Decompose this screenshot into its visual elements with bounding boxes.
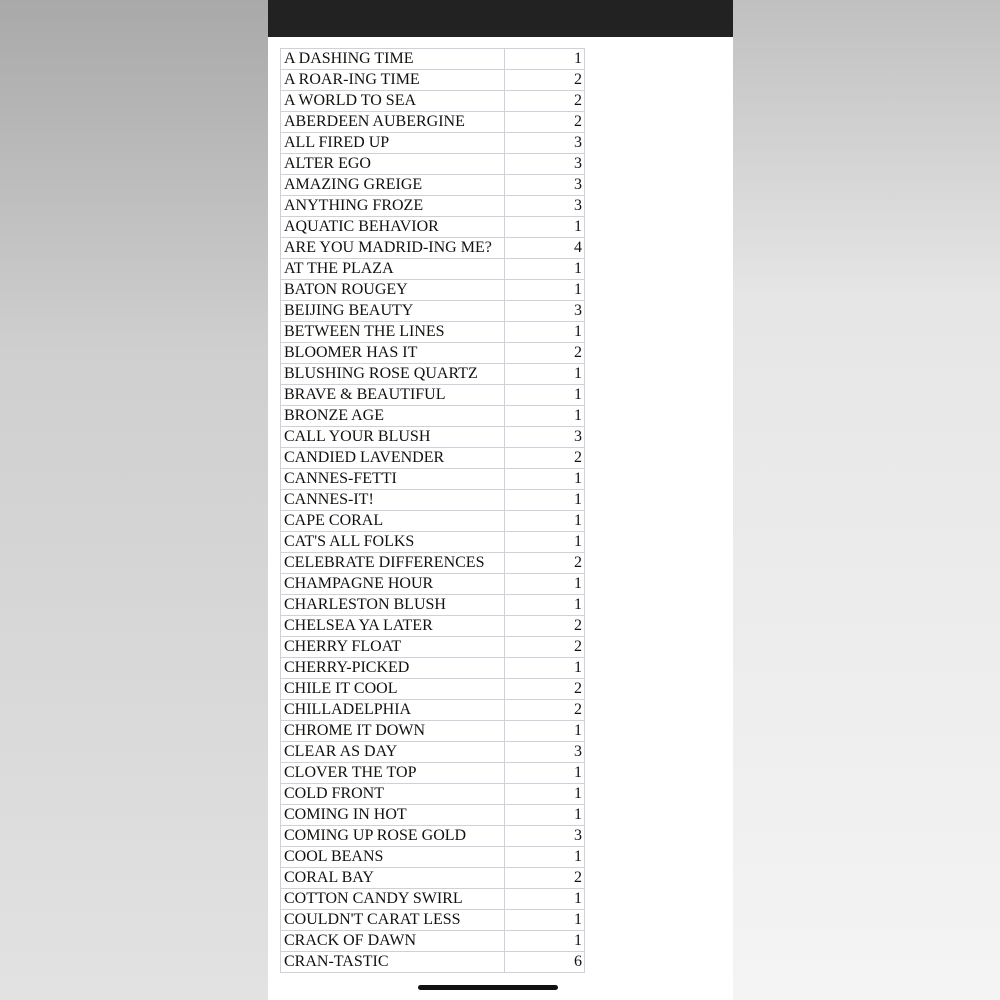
name-cell[interactable]: COULDN'T CARAT LESS [281,910,505,931]
count-cell[interactable]: 2 [505,112,585,133]
table-row[interactable] [281,238,585,259]
name-cell[interactable]: BLUSHING ROSE QUARTZ [281,364,505,385]
name-cell[interactable]: CLOVER THE TOP [281,763,505,784]
table-row[interactable] [281,406,585,427]
count-cell[interactable]: 1 [505,658,585,679]
count-cell[interactable]: 1 [505,784,585,805]
name-cell[interactable]: ABERDEEN AUBERGINE [281,112,505,133]
table-row[interactable] [281,49,585,70]
table-row[interactable] [281,700,585,721]
count-cell[interactable]: 4 [505,238,585,259]
count-cell[interactable]: 1 [505,910,585,931]
name-cell[interactable]: COLD FRONT [281,784,505,805]
name-cell[interactable]: A ROAR-ING TIME [281,70,505,91]
table-row[interactable] [281,175,585,196]
count-cell[interactable]: 2 [505,91,585,112]
count-cell[interactable]: 1 [505,259,585,280]
name-cell[interactable]: BRAVE & BEAUTIFUL [281,385,505,406]
table-row[interactable] [281,574,585,595]
table-row[interactable] [281,847,585,868]
count-cell[interactable]: 1 [505,217,585,238]
table-row[interactable] [281,532,585,553]
count-cell[interactable]: 1 [505,511,585,532]
name-cell[interactable]: CLEAR AS DAY [281,742,505,763]
count-cell[interactable]: 1 [505,280,585,301]
count-cell[interactable]: 1 [505,931,585,952]
name-cell[interactable]: CAPE CORAL [281,511,505,532]
count-cell[interactable]: 1 [505,532,585,553]
count-cell[interactable]: 2 [505,70,585,91]
name-cell[interactable]: ALTER EGO [281,154,505,175]
count-cell[interactable]: 1 [505,595,585,616]
table-row[interactable] [281,112,585,133]
count-cell[interactable]: 3 [505,826,585,847]
count-cell[interactable]: 1 [505,490,585,511]
table-row[interactable] [281,637,585,658]
count-cell[interactable]: 1 [505,805,585,826]
table-row[interactable] [281,763,585,784]
status-bar [268,0,733,37]
name-cell[interactable]: COMING UP ROSE GOLD [281,826,505,847]
table-row[interactable] [281,217,585,238]
table-row[interactable] [281,196,585,217]
table-row[interactable] [281,301,585,322]
count-cell[interactable]: 1 [505,406,585,427]
name-cell[interactable]: CAT'S ALL FOLKS [281,532,505,553]
count-cell[interactable]: 2 [505,700,585,721]
count-cell[interactable]: 1 [505,847,585,868]
phone-screen [268,0,733,1000]
count-cell[interactable]: 3 [505,133,585,154]
count-cell[interactable]: 3 [505,175,585,196]
name-cell[interactable]: CHERRY FLOAT [281,637,505,658]
name-cell[interactable]: CELEBRATE DIFFERENCES [281,553,505,574]
name-cell[interactable]: AQUATIC BEHAVIOR [281,217,505,238]
table-row[interactable] [281,448,585,469]
name-cell[interactable]: COOL BEANS [281,847,505,868]
count-cell[interactable]: 1 [505,574,585,595]
table-row[interactable] [281,133,585,154]
count-cell[interactable]: 1 [505,322,585,343]
count-cell[interactable]: 1 [505,763,585,784]
table-row[interactable] [281,952,585,973]
spreadsheet-body [281,49,585,973]
table-row[interactable] [281,889,585,910]
count-cell[interactable]: 1 [505,469,585,490]
name-cell[interactable]: A DASHING TIME [281,49,505,70]
name-cell[interactable]: ANYTHING FROZE [281,196,505,217]
name-cell[interactable]: BLOOMER HAS IT [281,343,505,364]
table-row[interactable] [281,511,585,532]
name-cell[interactable]: CRACK OF DAWN [281,931,505,952]
table-row[interactable] [281,364,585,385]
table-row[interactable] [281,469,585,490]
name-cell[interactable]: CHILLADELPHIA [281,700,505,721]
name-cell[interactable]: AT THE PLAZA [281,259,505,280]
name-cell[interactable]: CANNES-FETTI [281,469,505,490]
name-cell[interactable]: ALL FIRED UP [281,133,505,154]
table-row[interactable] [281,721,585,742]
name-cell[interactable]: COTTON CANDY SWIRL [281,889,505,910]
name-cell[interactable]: BETWEEN THE LINES [281,322,505,343]
table-row[interactable] [281,385,585,406]
name-cell[interactable]: BEIJING BEAUTY [281,301,505,322]
name-cell[interactable]: BATON ROUGEY [281,280,505,301]
name-cell[interactable]: ARE YOU MADRID-ING ME? [281,238,505,259]
name-cell[interactable]: BRONZE AGE [281,406,505,427]
table-row[interactable] [281,343,585,364]
background-left [0,0,268,1000]
table-row[interactable] [281,826,585,847]
name-cell[interactable]: A WORLD TO SEA [281,91,505,112]
table-row[interactable] [281,322,585,343]
table-row[interactable] [281,553,585,574]
count-cell[interactable]: 2 [505,343,585,364]
count-cell[interactable]: 6 [505,952,585,973]
table-row[interactable] [281,658,585,679]
name-cell[interactable]: CANNES-IT! [281,490,505,511]
table-row[interactable] [281,931,585,952]
spreadsheet-table [280,48,585,973]
count-cell[interactable]: 1 [505,364,585,385]
count-cell[interactable]: 2 [505,868,585,889]
name-cell[interactable]: CHERRY-PICKED [281,658,505,679]
name-cell[interactable]: CHROME IT DOWN [281,721,505,742]
table-row[interactable] [281,70,585,91]
count-cell[interactable]: 2 [505,616,585,637]
table-row[interactable] [281,154,585,175]
count-cell[interactable]: 1 [505,889,585,910]
count-cell[interactable]: 2 [505,448,585,469]
table-row[interactable] [281,679,585,700]
background-right [733,0,1000,1000]
count-cell[interactable]: 1 [505,49,585,70]
table-row[interactable] [281,280,585,301]
count-cell[interactable]: 1 [505,721,585,742]
table-row[interactable] [281,91,585,112]
name-cell[interactable]: CHAMPAGNE HOUR [281,574,505,595]
table-row[interactable] [281,616,585,637]
table-row[interactable] [281,595,585,616]
name-cell[interactable]: CORAL BAY [281,868,505,889]
name-cell[interactable]: CRAN-TASTIC [281,952,505,973]
table-row[interactable] [281,742,585,763]
name-cell[interactable]: CHELSEA YA LATER [281,616,505,637]
count-cell[interactable]: 2 [505,679,585,700]
table-row[interactable] [281,805,585,826]
count-cell[interactable]: 3 [505,301,585,322]
name-cell[interactable]: CALL YOUR BLUSH [281,427,505,448]
name-cell[interactable]: CHILE IT COOL [281,679,505,700]
name-cell[interactable]: AMAZING GREIGE [281,175,505,196]
name-cell[interactable]: CHARLESTON BLUSH [281,595,505,616]
table-row[interactable] [281,259,585,280]
name-cell[interactable]: CANDIED LAVENDER [281,448,505,469]
count-cell[interactable]: 3 [505,427,585,448]
name-cell[interactable]: COMING IN HOT [281,805,505,826]
count-cell[interactable]: 3 [505,196,585,217]
table-row[interactable] [281,427,585,448]
count-cell[interactable]: 1 [505,385,585,406]
count-cell[interactable]: 3 [505,742,585,763]
count-cell[interactable]: 2 [505,637,585,658]
table-row[interactable] [281,868,585,889]
table-row[interactable] [281,910,585,931]
count-cell[interactable]: 3 [505,154,585,175]
count-cell[interactable]: 2 [505,553,585,574]
table-row[interactable] [281,490,585,511]
home-indicator[interactable] [418,985,558,990]
table-row[interactable] [281,784,585,805]
